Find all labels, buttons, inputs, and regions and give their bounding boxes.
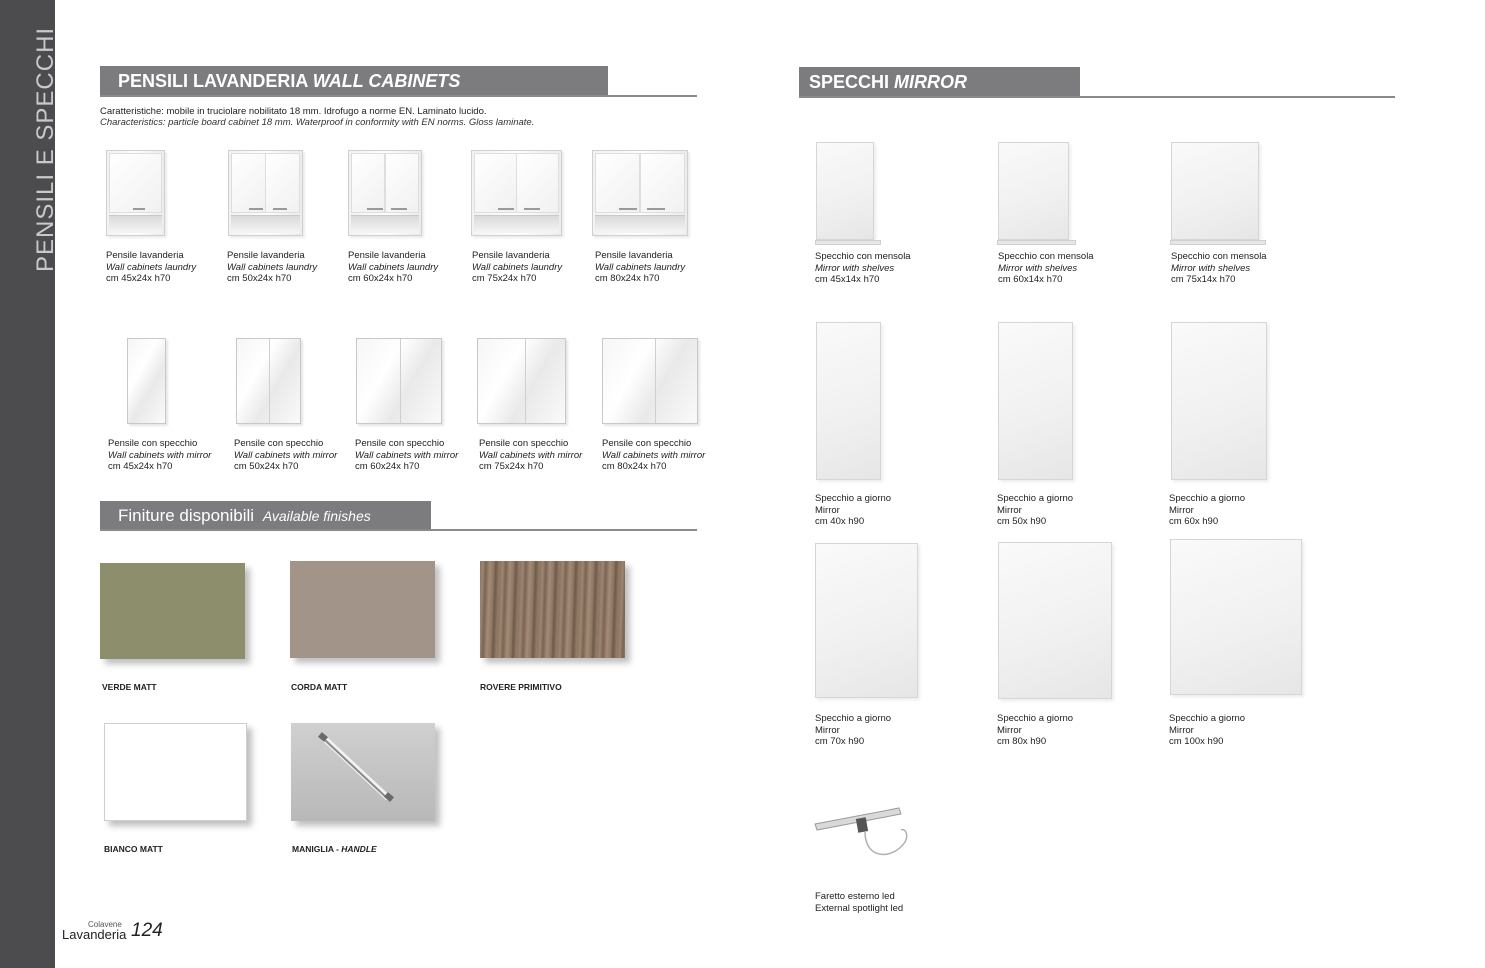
swatch-verde-matt (100, 563, 245, 659)
laundry-cabinet-image (106, 150, 165, 236)
swatch-label: ROVERE PRIMITIVO (480, 682, 562, 692)
shelf-mirror-image (816, 142, 874, 240)
day-mirror-caption: Specchio a giorno Mirror cm 60x h90 (1169, 493, 1246, 527)
day-mirror-image (1170, 539, 1302, 695)
day-mirror-caption: Specchio a giorno Mirror cm 100x h90 (1169, 713, 1246, 747)
mirror-cabinet-image (127, 338, 166, 424)
mirror-cabinet-caption: Pensile con specchio Wall cabinets with mirror cm 50x24x h70 (234, 438, 338, 472)
handle-icon (291, 723, 435, 821)
shelf-mirror-image (1171, 142, 1259, 240)
led-spotlight-icon (813, 790, 913, 865)
wall-cabinets-header (100, 66, 608, 96)
finishes-title-en: Available finishes (262, 508, 371, 524)
laundry-cabinet-image (592, 150, 688, 236)
mirror-cabinet-caption: Pensile con specchio Wall cabinets with mirror cm 60x24x h70 (355, 438, 459, 472)
side-title: PENSILI E SPECCHI (32, 26, 59, 272)
laundry-caption: Pensile lavanderia Wall cabinets laundry cm 50x24x h70 (227, 250, 318, 284)
day-mirror-image (816, 322, 881, 480)
day-mirror-caption: Specchio a giorno Mirror cm 40x h90 (815, 493, 892, 527)
mirror-cabinet-caption: Pensile con specchio Wall cabinets with mirror cm 75x24x h70 (479, 438, 583, 472)
swatch-label: BIANCO MATT (104, 844, 163, 854)
shelf-mirror-caption: Specchio con mensola Mirror with shelves cm 75x14x h70 (1171, 251, 1267, 285)
laundry-caption: Pensile lavanderia Wall cabinets laundry cm 80x24x h70 (595, 250, 686, 284)
mirror-title: SPECCHI (809, 72, 890, 92)
shelf-mirror-caption: Specchio con mensola Mirror with shelves cm 45x14x h70 (815, 251, 911, 285)
footer-product: Lavanderia (62, 927, 127, 942)
finishes-header (100, 501, 431, 531)
mirror-cabinet-image (477, 338, 566, 424)
shelf-mirror-image (998, 142, 1069, 240)
mirror-rule (799, 96, 1395, 98)
wall-desc-en: Characteristics: particle board cabinet 18 mm. Waterproof in conformity with EN norms. Gloss laminate. (100, 117, 535, 128)
wall-cabinets-title-en: WALL CABINETS (312, 71, 461, 91)
page-number: 124 (131, 920, 163, 941)
day-mirror-caption: Specchio a giorno Mirror cm 80x h90 (997, 713, 1074, 747)
led-caption: Faretto esterno led External spotlight led (815, 891, 904, 914)
shelf-mirror-caption: Specchio con mensola Mirror with shelves cm 60x14x h70 (998, 251, 1094, 285)
laundry-cabinet-image (228, 150, 303, 236)
mirror-cabinet-caption: Pensile con specchio Wall cabinets with mirror cm 80x24x h70 (602, 438, 706, 472)
day-mirror-image (998, 322, 1073, 480)
swatch-label: MANIGLIA - HANDLE (292, 844, 377, 854)
wall-cabinets-title: PENSILI LAVANDERIA (118, 71, 308, 91)
laundry-cabinet-image (471, 150, 562, 236)
swatch-maniglia-handle (291, 723, 435, 821)
day-mirror-image (1171, 322, 1267, 480)
swatch-label: VERDE MATT (102, 682, 157, 692)
finishes-title: Finiture disponibili (118, 506, 255, 525)
day-mirror-image (815, 543, 918, 698)
mirror-cabinet-image (236, 338, 301, 424)
laundry-caption: Pensile lavanderia Wall cabinets laundry cm 45x24x h70 (106, 250, 197, 284)
laundry-caption: Pensile lavanderia Wall cabinets laundry cm 60x24x h70 (348, 250, 439, 284)
day-mirror-image (998, 542, 1112, 699)
mirror-header (799, 67, 1080, 97)
swatch-label: CORDA MATT (291, 682, 348, 692)
mirror-cabinet-image (356, 338, 442, 424)
swatch-bianco-matt (104, 723, 247, 821)
day-mirror-caption: Specchio a giorno Mirror cm 70x h90 (815, 713, 892, 747)
swatch-corda-matt (290, 561, 435, 658)
laundry-cabinet-image (348, 150, 422, 236)
wall-cabinets-rule (100, 95, 697, 97)
finishes-rule (100, 529, 697, 531)
swatch-rovere-primitivo (480, 561, 625, 658)
day-mirror-caption: Specchio a giorno Mirror cm 50x h90 (997, 493, 1074, 527)
mirror-cabinet-image (602, 338, 698, 424)
wall-desc-it: Caratteristiche: mobile in truciolare nobilitato 18 mm. Idrofugo a norme EN. Laminato lucido. (100, 106, 487, 117)
mirror-title-en: MIRROR (894, 72, 968, 92)
laundry-caption: Pensile lavanderia Wall cabinets laundry cm 75x24x h70 (472, 250, 563, 284)
mirror-cabinet-caption: Pensile con specchio Wall cabinets with mirror cm 45x24x h70 (108, 438, 212, 472)
footer-brand: Colavene (88, 920, 122, 929)
